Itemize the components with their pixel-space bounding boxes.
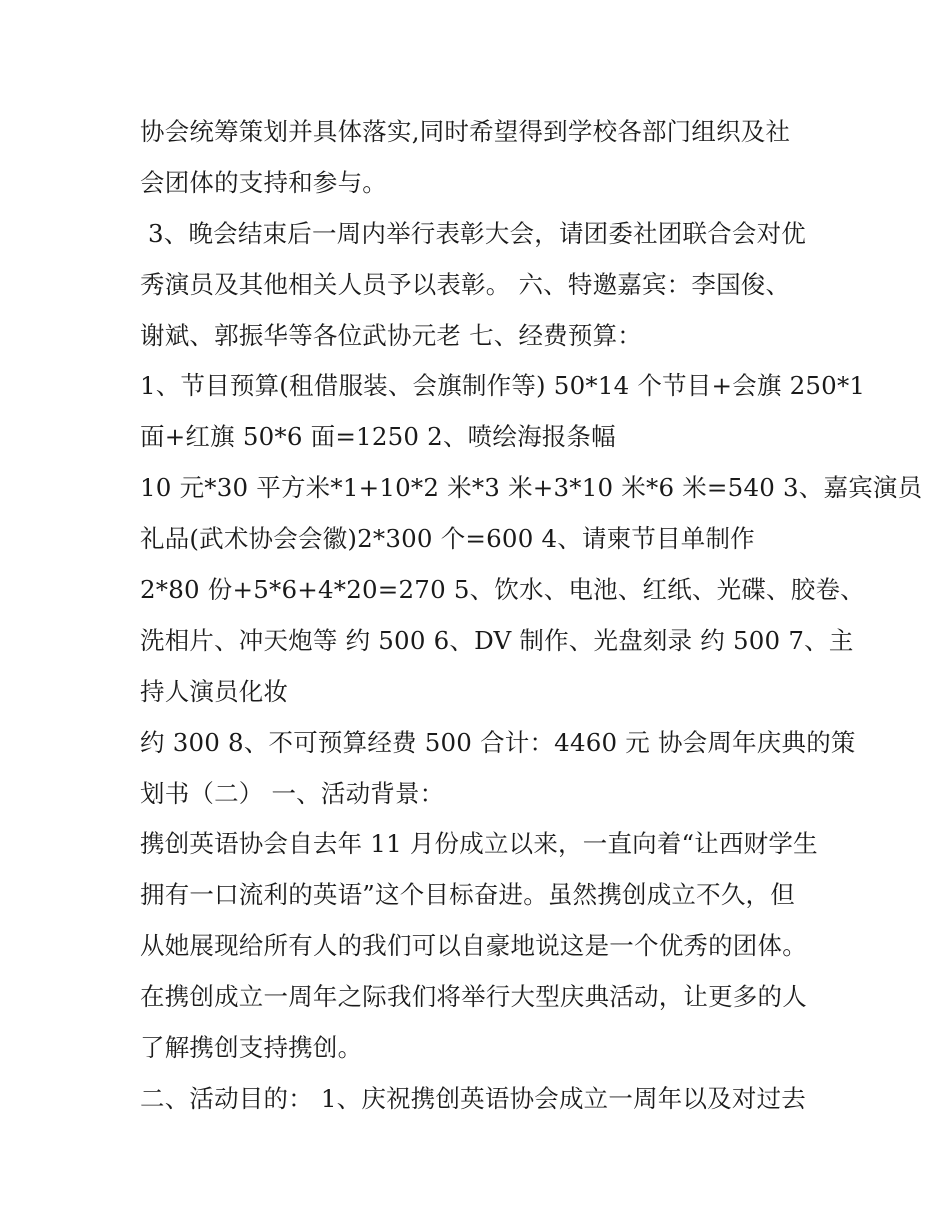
text-line: 二、活动目的： 1、庆祝携创英语协会成立一周年以及对过去	[140, 1083, 806, 1113]
text-line: 礼品(武术协会会徽)2*300 个=600 4、请柬节目单制作	[140, 524, 755, 554]
text-line: 持人演员化妆	[140, 676, 289, 706]
text-line: 约 300 8、不可预算经费 500 合计：4460 元 协会周年庆典的策	[140, 727, 856, 757]
text-line: 10 元*30 平方米*1+10*2 米*3 米+3*10 米*6 米=540 3、嘉宾演员	[140, 473, 923, 503]
text-line: 了解携创支持携创。	[140, 1033, 363, 1063]
text-line: 3、晚会结束后一周内举行表彰大会，请团委社团联合会对优	[140, 218, 806, 248]
text-line: 拥有一口流利的英语”这个目标奋进。虽然携创成立不久，但	[140, 880, 795, 910]
text-line: 划书（二） 一、活动背景：	[140, 778, 445, 808]
text-line: 2*80 份+5*6+4*20=270 5、饮水、电池、红纸、光碟、胶卷、	[140, 575, 865, 605]
text-line: 从她展现给所有人的我们可以自豪地说这是一个优秀的团体。	[140, 931, 807, 961]
text-line: 洗相片、冲天炮等 约 500 6、DV 制作、光盘刻录 约 500 7、主	[140, 625, 854, 655]
text-line: 谢斌、郭振华等各位武协元老 七、经费预算：	[140, 320, 642, 350]
text-line: 携创英语协会自去年 11 月份成立以来，一直向着“让西财学生	[140, 829, 818, 859]
text-line: 会团体的支持和参与。	[140, 167, 387, 197]
body-text	[140, 107, 923, 1125]
text-line: 在携创成立一周年之际我们将举行大型庆典活动，让更多的人	[140, 982, 807, 1012]
text-line: 1、节目预算(租借服装、会旗制作等) 50*14 个节目+会旗 250*1	[140, 371, 866, 401]
text-line: 协会统筹策划并具体落实,同时希望得到学校各部门组织及社	[140, 117, 791, 146]
text-line: 秀演员及其他相关人员予以表彰。 六、特邀嘉宾：李国俊、	[140, 269, 791, 299]
text-line: 面+红旗 50*6 面=1250 2、喷绘海报条幅	[140, 422, 616, 452]
